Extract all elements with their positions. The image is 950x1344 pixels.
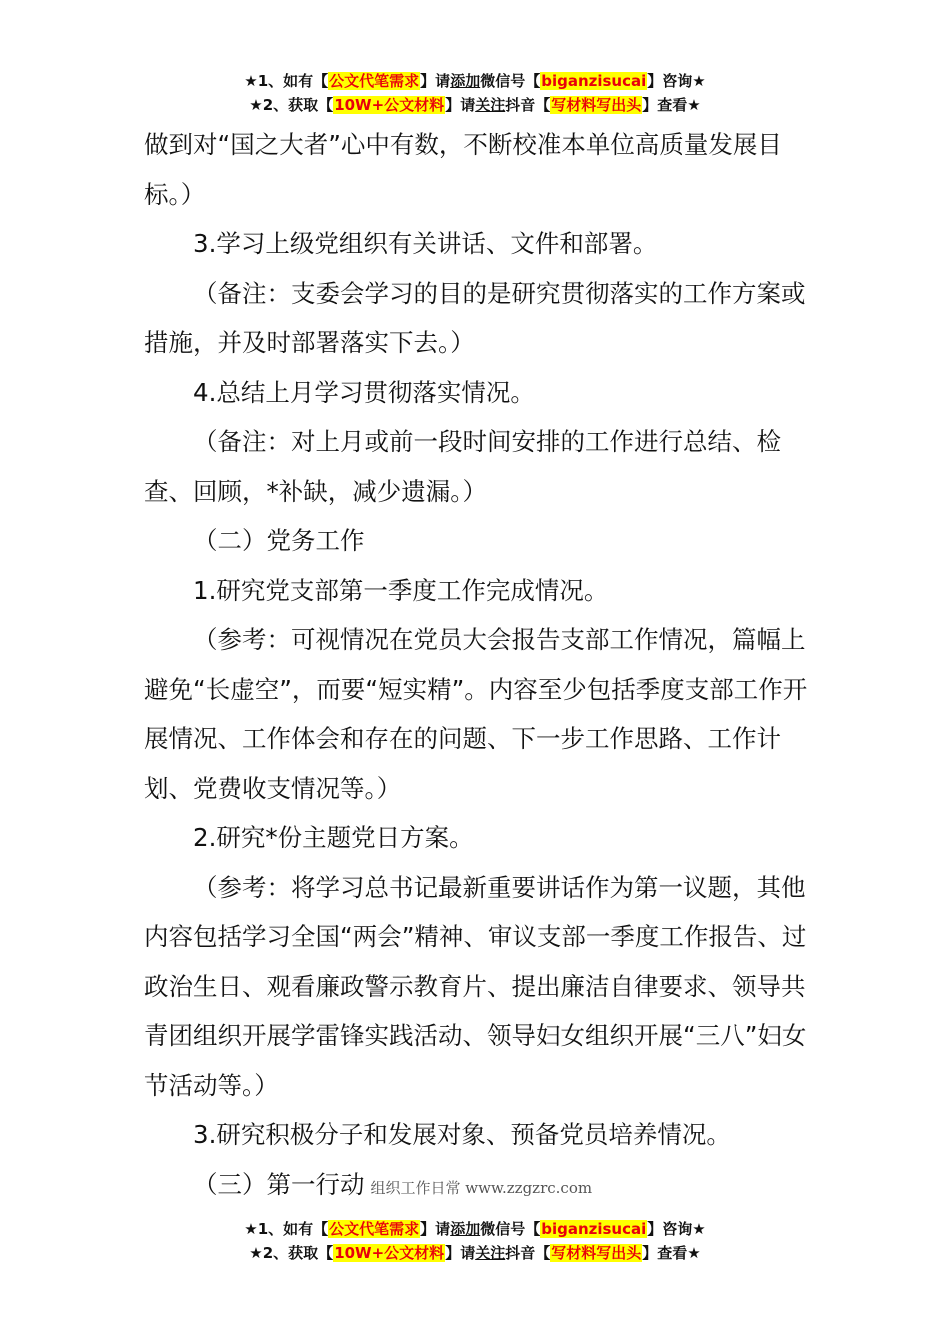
footer-banner-line-1 [0, 1218, 950, 1240]
paragraph-continuation: 做到对“国之大者”心中有数，不断校准本单位高质量发展目标。） [144, 130, 782, 209]
banner-highlight: 10W+公文材料 [334, 1244, 445, 1262]
banner-text: 】查看★ [642, 1244, 701, 1262]
banner-text: 微信号【 [480, 72, 541, 90]
banner-underlined-text: 关注 [475, 1244, 506, 1262]
paragraph-item-3b: 3.研究积极分子和发展对象、预备党员培养情况。 [193, 1120, 731, 1149]
banner-underlined-text: 添加 [450, 72, 481, 90]
banner-highlight: 公文代笔需求 [329, 72, 420, 90]
paragraph-item-2: 2.研究*份主题党日方案。 [193, 823, 474, 852]
banner-highlight: biganzisucai [541, 72, 647, 90]
banner-text: 】请 [445, 1244, 476, 1262]
banner-text: 】请 [420, 1220, 451, 1238]
paragraph-reference: （参考：将学习总书记最新重要讲话作为第一议题，其他内容包括学习全国“两会”精神、审议支部一季度工作报告、过政治生日、观看廉政警示教育片、提出廉洁自律要求、领导共青团组织开展学雷锋实践活动、领导妇女组织开展“三八”妇女节活动等。） [144, 872, 807, 1100]
footer-banner-line-2 [0, 1242, 950, 1264]
section-heading-2: （二）党务工作 [193, 526, 365, 555]
banner-text: 】咨询★ [647, 72, 706, 90]
banner-text: 】查看★ [642, 96, 701, 114]
banner-text: ★2、获取【 [249, 96, 334, 114]
paragraph-item-3: 3.学习上级党组织有关讲话、文件和部署。 [193, 229, 658, 258]
section-heading-3-text: （三）第一行动 [193, 1169, 365, 1199]
paragraph-reference: （参考：可视情况在党员大会报告支部工作情况，篇幅上避免“长虚空”，而要“短实精”。内容至少包括季度支部工作开展情况、工作体会和存在的问题、下一步工作思路、工作计划、党费收支情况等。） [144, 625, 808, 803]
banner-text: 微信号【 [480, 1220, 541, 1238]
paragraph-item-1: 1.研究党支部第一季度工作完成情况。 [193, 575, 609, 605]
banner-highlight: 写材料写出头 [551, 96, 642, 114]
banner-text: 抖音【 [505, 96, 551, 114]
section-heading-3 [144, 1160, 809, 1214]
banner-text: ★2、获取【 [249, 1244, 334, 1262]
banner-highlight: biganzisucai [541, 1220, 647, 1238]
header-banner-line-2 [0, 94, 950, 116]
document-body [144, 120, 809, 1213]
paragraph-note: （备注：对上月或前一段时间安排的工作进行总结、检查、回顾，*补缺，减少遗漏。） [144, 427, 781, 506]
banner-text: ★1、如有【 [244, 72, 329, 90]
banner-highlight: 写材料写出头 [551, 1244, 642, 1262]
banner-highlight: 公文代笔需求 [329, 1220, 420, 1238]
banner-highlight: 10W+公文材料 [334, 96, 445, 114]
banner-text: 】请 [420, 72, 451, 90]
paragraph-note: （备注：支委会学习的目的是研究贯彻落实的工作方案或措施，并及时部署落实下去。） [144, 278, 806, 357]
banner-text: 】咨询★ [647, 1220, 706, 1238]
banner-text: ★1、如有【 [244, 1220, 329, 1238]
paragraph-item-4: 4.总结上月学习贯彻落实情况。 [193, 377, 535, 407]
banner-text: 抖音【 [505, 1244, 551, 1262]
banner-underlined-text: 添加 [450, 1220, 481, 1238]
banner-underlined-text: 关注 [475, 96, 506, 114]
header-banner-line-1 [0, 70, 950, 92]
banner-text: 】请 [445, 96, 476, 114]
watermark-text: 组织工作日常 www.zzgzrc.com [370, 1178, 593, 1197]
